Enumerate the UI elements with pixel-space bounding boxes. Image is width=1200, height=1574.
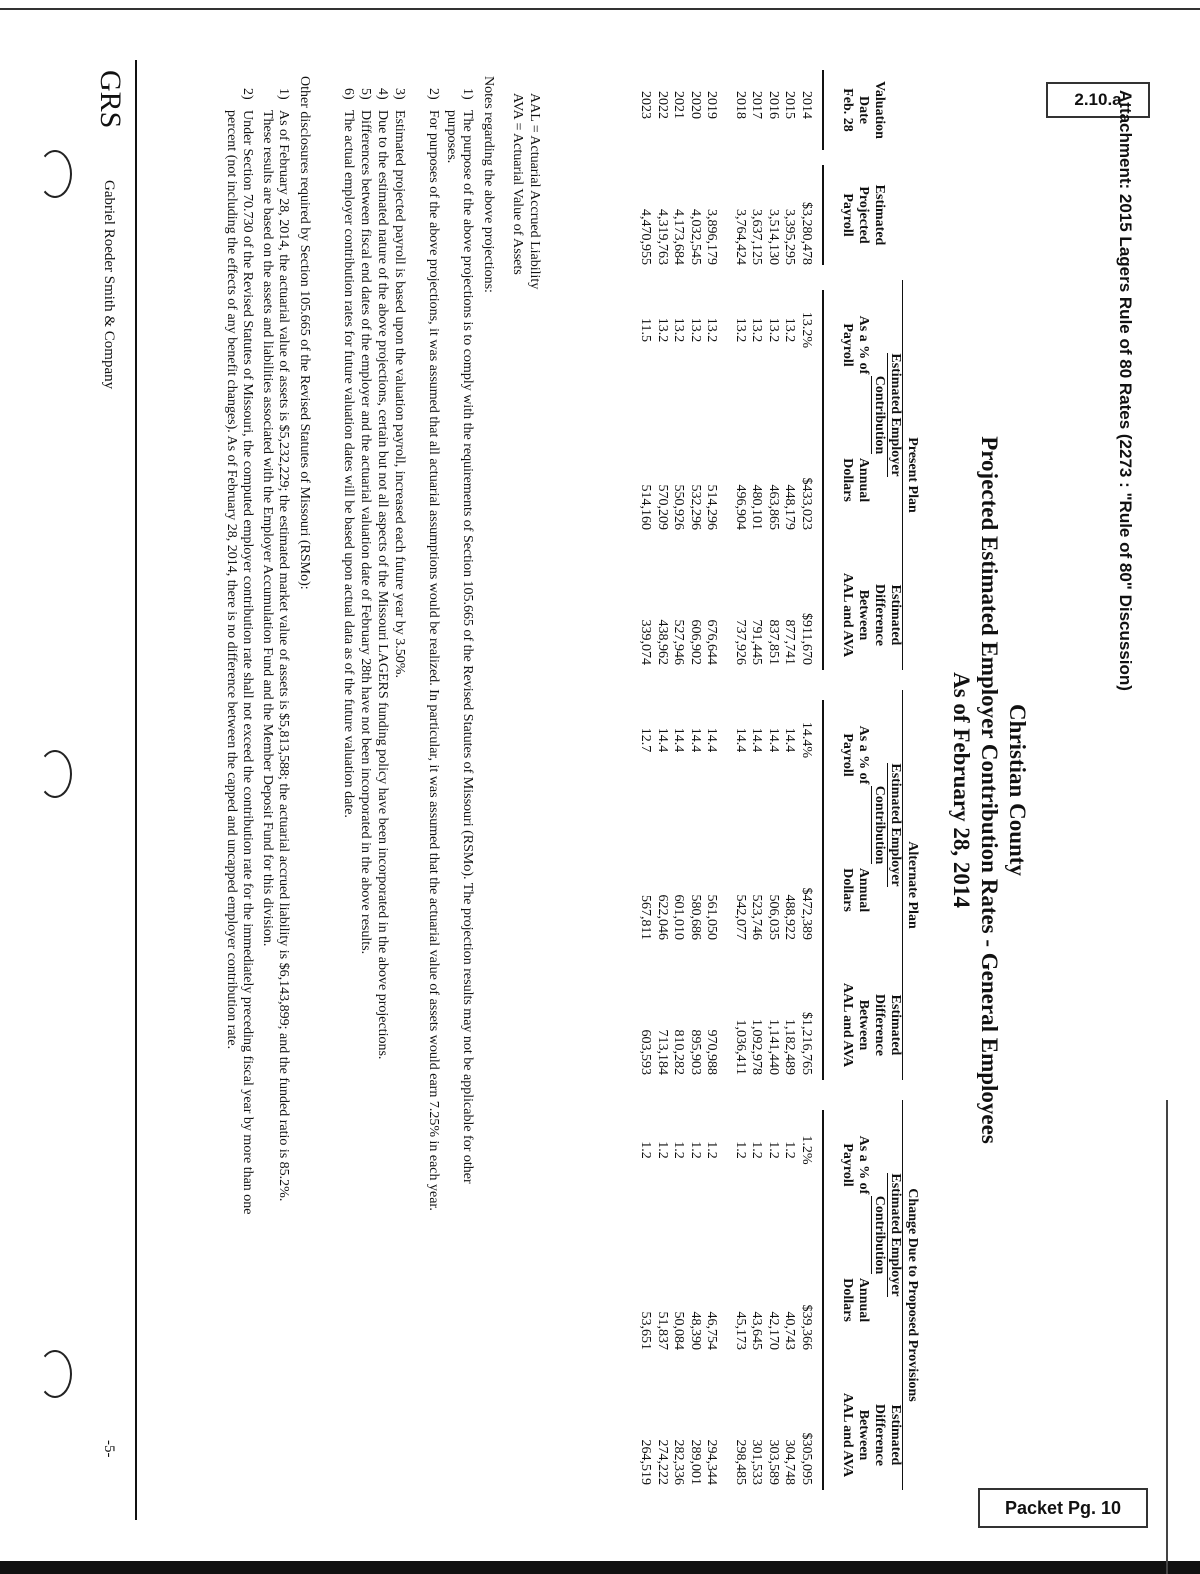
cell-alternate-annual: 601,010 — [671, 894, 687, 940]
cell-change-pct: 1.2% — [799, 1135, 814, 1165]
page-title: Projected Estimated Employer Contribution Rates - General Employees — [977, 436, 1002, 1144]
note-text: The actual employer contribution rates for future valuation dates will be based upon actual data as of the future valuation date. — [341, 110, 356, 818]
column-header-change-between: Between AAL and AVA — [840, 1392, 871, 1478]
other-disclosures-heading: Other disclosures required by Section 105.665 of the Revised Statutes of Missouri (RSMo): — [297, 76, 312, 590]
cell-present-pct: 13.2 — [733, 317, 748, 343]
cell-alternate-annual: 506,035 — [766, 894, 781, 940]
cell-alternate-pct: 14.4 — [655, 727, 670, 753]
bottom-scan-band — [0, 1561, 1200, 1574]
cell-alternate-annual: 488,922 — [782, 894, 798, 940]
cell-change-pct: 1.2 — [688, 1141, 703, 1159]
header-rule — [823, 700, 825, 1080]
cell-change-diff: 301,533 — [749, 1439, 765, 1485]
cell-present-pct: 13.2% — [799, 311, 814, 349]
cell-alternate-pct: 14.4 — [782, 727, 798, 753]
cell-alternate-diff: 603,593 — [638, 1029, 654, 1075]
cell-present-annual: 570,209 — [655, 484, 670, 530]
page-title-date: As of February 28, 2014 — [949, 672, 974, 908]
column-header-alternate-pct: As a % of Payroll — [840, 725, 871, 785]
cell-alternate-diff: $1,216,765 — [799, 1012, 814, 1075]
cell-alternate-diff: 895,903 — [688, 1029, 703, 1075]
cell-alternate-diff: 1,092,978 — [749, 1019, 765, 1075]
cell-alternate-diff: 713,184 — [655, 1029, 670, 1075]
header-rule — [823, 70, 825, 150]
cell-change-annual: 42,170 — [766, 1311, 781, 1350]
header-rule — [823, 290, 825, 670]
cell-change-pct: 1.2 — [766, 1141, 781, 1159]
cell-alternate-diff: 1,141,440 — [766, 1019, 781, 1075]
note-text: Estimated projected payroll is based upon the valuation payroll, increased each future year by 3.50%. — [392, 110, 407, 678]
attachment-caption: Attachment: 2015 Lagers Rule of 80 Rates (2273 : "Rule of 80" Discussion) — [1116, 90, 1135, 691]
cell-alternate-diff: 970,988 — [704, 1029, 720, 1075]
cell-present-annual: 514,296 — [704, 484, 720, 530]
cell-year: 2023 — [638, 91, 654, 119]
packet-page-badge: Packet Pg. 10 — [978, 1488, 1148, 1528]
cell-present-diff: 339,074 — [638, 619, 654, 665]
cell-change-pct: 1.2 — [655, 1141, 670, 1159]
note-number: 3) — [392, 88, 407, 100]
cell-present-annual: 463,865 — [766, 484, 781, 530]
note-number: 1) — [460, 88, 475, 100]
note-text: Due to the estimated nature of the above projections, certain but not all aspects of the Missouri LAGERS funding policy have been incorporated in the above projections. — [375, 110, 390, 1060]
note-item — [425, 88, 441, 1220]
group-change: Change Due to Proposed Provisions — [902, 1100, 920, 1490]
group-alternate-plan: Alternate Plan — [902, 690, 920, 1080]
rotated-page — [15, 60, 1135, 1520]
legend-aal: AAL = Actuarial Accrued Liability — [527, 93, 542, 290]
disclosure-number: 2) — [240, 88, 255, 100]
page-number: -5- — [101, 1440, 117, 1458]
column-header-alternate-between: Between AAL and AVA — [840, 982, 871, 1068]
cell-change-diff: 264,519 — [638, 1439, 654, 1485]
cell-change-diff: 303,589 — [766, 1439, 781, 1485]
cell-alternate-pct: 14.4 — [704, 727, 720, 753]
cell-year: 2015 — [782, 91, 798, 119]
cell-alternate-diff: 1,182,489 — [782, 1019, 798, 1075]
legend-ava: AVA = Actuarial Value of Assets — [510, 93, 525, 275]
cell-change-annual: 50,084 — [671, 1311, 687, 1350]
cell-present-diff: 676,644 — [704, 619, 720, 665]
disclosure-number: 1) — [276, 88, 291, 100]
note-item — [357, 88, 373, 1220]
cell-change-pct: 1.2 — [671, 1141, 687, 1159]
cell-payroll: 4,173,684 — [671, 209, 687, 265]
cell-change-pct: 1.2 — [782, 1141, 798, 1159]
cell-payroll: 3,896,179 — [704, 209, 720, 265]
cell-alternate-annual: 622,046 — [655, 894, 670, 940]
disclosure-text: As of February 28, 2014, the actuarial value of assets is $5,232,229; the estimated market value of assets is $5,813,588; the actuarial accrued liability is $6,143,899; and the funded ratio is 85.2%. These results are based on the assets and liabilities associated with the Employer Accumulation Fund and the Member Deposit Fund for this division. — [260, 110, 291, 1202]
note-number: 2) — [426, 88, 441, 100]
disclosure-text: Under Section 70.730 of the Revised Statutes of Missouri, the computed employer contribution rate shall not exceed the contribution rate for the immediately preceding fiscal year by more than one percent (not including the effects of any benefit changes). As of February 28, 2014, there is no difference between the capped and uncapped employer contribution rate. — [224, 110, 255, 1215]
cell-alternate-diff: 1,036,411 — [733, 1019, 748, 1075]
cell-present-diff: 791,445 — [749, 619, 765, 665]
cell-payroll: 3,514,130 — [766, 209, 781, 265]
cell-year: 2016 — [766, 91, 781, 119]
cell-present-pct: 13.2 — [766, 317, 781, 343]
note-text: For purposes of the above projections, it was assumed that all actuarial assumptions would be realized. In particular, it was assumed that the actuarial value of assets would earn 7.25% in each year. — [426, 110, 441, 1211]
footer-rule — [135, 60, 137, 1520]
cell-payroll: 3,637,125 — [749, 209, 765, 265]
cell-change-annual: $39,366 — [799, 1304, 814, 1350]
cell-present-diff: 877,741 — [782, 619, 798, 665]
cell-year: 2020 — [688, 91, 703, 119]
cell-present-annual: 550,926 — [671, 484, 687, 530]
column-header-change-pct: As a % of Payroll — [840, 1135, 871, 1195]
note-text: Differences between fiscal end dates of the employer and the actuarial valuation date of February 28th have not been incorporated in the above results. — [358, 110, 373, 955]
column-header-present-between: Between AAL and AVA — [840, 572, 871, 658]
cell-change-diff: 274,222 — [655, 1439, 670, 1485]
cell-present-annual: 480,101 — [749, 484, 765, 530]
disclosure-item — [259, 88, 291, 1220]
cell-payroll: 3,764,424 — [733, 209, 748, 265]
cell-payroll: 3,395,295 — [782, 209, 798, 265]
cell-change-diff: 282,336 — [671, 1439, 687, 1485]
subhead-alternate-difference: Estimated Difference — [872, 994, 903, 1056]
cell-alternate-diff: 810,282 — [671, 1029, 687, 1075]
header-rule — [823, 165, 825, 265]
agenda-item-badge: 2.10.a — [1046, 82, 1150, 118]
disclosure-item — [223, 88, 255, 1220]
cell-change-diff: 298,485 — [733, 1439, 748, 1485]
cell-present-pct: 11.5 — [638, 318, 654, 342]
cell-alternate-annual: 580,686 — [688, 894, 703, 940]
cell-present-annual: 496,904 — [733, 484, 748, 530]
cell-alternate-annual: 567,811 — [638, 895, 654, 940]
column-header-present-annual: Annual Dollars — [840, 457, 871, 503]
column-header-alternate-annual: Annual Dollars — [840, 867, 871, 913]
cell-alternate-pct: 14.4% — [799, 721, 814, 759]
note-number: 4) — [375, 88, 390, 100]
cell-payroll: $3,280,478 — [799, 202, 814, 265]
cell-present-annual: $433,023 — [799, 477, 814, 530]
cell-change-diff: 304,748 — [782, 1439, 798, 1485]
subhead-change-contribution: Estimated Employer Contribution — [872, 1173, 903, 1297]
cell-present-annual: 514,160 — [638, 484, 654, 530]
cell-payroll: 4,470,955 — [638, 209, 654, 265]
cell-alternate-pct: 14.4 — [688, 727, 703, 753]
cell-change-diff: $305,095 — [799, 1432, 814, 1485]
cell-change-pct: 1.2 — [704, 1141, 720, 1159]
note-item — [443, 88, 475, 1220]
cell-year: 2017 — [749, 91, 765, 119]
column-header-present-pct: As a % of Payroll — [840, 315, 871, 375]
cell-change-annual: 53,651 — [638, 1311, 654, 1350]
cell-alternate-pct: 14.4 — [671, 727, 687, 753]
top-rule — [0, 8, 1200, 10]
cell-change-annual: 48,390 — [688, 1311, 703, 1350]
cell-present-diff: $911,670 — [799, 613, 814, 665]
cell-present-pct: 13.2 — [688, 317, 703, 343]
cell-present-diff: 606,902 — [688, 619, 703, 665]
cell-year: 2014 — [799, 91, 814, 119]
cell-alternate-annual: 542,077 — [733, 894, 748, 940]
cell-change-diff: 289,001 — [688, 1439, 703, 1485]
right-margin-rule — [1166, 1100, 1168, 1574]
cell-alternate-annual: $472,389 — [799, 887, 814, 940]
cell-change-annual: 46,754 — [704, 1311, 720, 1350]
subhead-change-difference: Estimated Difference — [872, 1404, 903, 1466]
cell-present-diff: 438,962 — [655, 619, 670, 665]
cell-change-annual: 40,743 — [782, 1311, 798, 1350]
note-item — [374, 88, 390, 1220]
subhead-alternate-contribution: Estimated Employer Contribution — [872, 763, 903, 887]
grs-logo: GRS — [94, 70, 127, 129]
cell-year: 2019 — [704, 91, 720, 119]
cell-present-diff: 737,926 — [733, 619, 748, 665]
cell-present-diff: 527,946 — [671, 619, 687, 665]
cell-alternate-pct: 14.4 — [766, 727, 781, 753]
company-name: Gabriel Roeder Smith & Company — [101, 180, 117, 390]
cell-present-annual: 532,296 — [688, 484, 703, 530]
cell-year: 2022 — [655, 91, 670, 119]
note-item — [391, 88, 407, 1220]
column-header-valuation-date: Valuation Date Feb. 28 — [840, 81, 887, 139]
cell-year: 2018 — [733, 91, 748, 119]
cell-present-pct: 13.2 — [749, 317, 765, 343]
header-rule — [823, 1110, 825, 1490]
column-header-change-annual: Annual Dollars — [840, 1277, 871, 1323]
subhead-present-contribution: Estimated Employer Contribution — [872, 353, 903, 477]
cell-change-annual: 45,173 — [733, 1311, 748, 1350]
cell-present-pct: 13.2 — [671, 317, 687, 343]
cell-alternate-pct: 12.7 — [638, 727, 654, 753]
cell-present-annual: 448,179 — [782, 484, 798, 530]
cell-change-annual: 43,645 — [749, 1311, 765, 1350]
cell-present-pct: 13.2 — [655, 317, 670, 343]
cell-alternate-annual: 561,050 — [704, 894, 720, 940]
notes-heading: Notes regarding the above projections: — [481, 76, 496, 293]
cell-change-pct: 1.2 — [749, 1141, 765, 1159]
cell-year: 2021 — [671, 91, 687, 119]
cell-payroll: 4,319,763 — [655, 209, 670, 265]
page-title-county: Christian County — [1005, 704, 1030, 876]
cell-present-diff: 837,851 — [766, 619, 781, 665]
note-text: The purpose of the above projections is to comply with the requirements of Section 105.665 of the Revised Statutes of Missouri (RSMo). The projection results may not be applicable for other purposes. — [444, 110, 475, 1184]
cell-alternate-pct: 14.4 — [749, 727, 765, 753]
subhead-present-difference: Estimated Difference — [872, 584, 903, 646]
note-number: 6) — [341, 88, 356, 100]
cell-change-annual: 51,837 — [655, 1311, 670, 1350]
cell-change-diff: 294,344 — [704, 1439, 720, 1485]
note-number: 5) — [358, 88, 373, 100]
group-present-plan: Present Plan — [902, 280, 920, 670]
cell-payroll: 4,032,545 — [688, 209, 703, 265]
cell-change-pct: 1.2 — [733, 1141, 748, 1159]
column-header-payroll: Estimated Projected Payroll — [840, 184, 887, 246]
cell-present-pct: 13.2 — [782, 317, 798, 343]
cell-alternate-pct: 14.4 — [733, 727, 748, 753]
note-item — [340, 88, 356, 1220]
cell-present-pct: 13.2 — [704, 317, 720, 343]
cell-change-pct: 1.2 — [638, 1141, 654, 1159]
cell-alternate-annual: 523,746 — [749, 894, 765, 940]
